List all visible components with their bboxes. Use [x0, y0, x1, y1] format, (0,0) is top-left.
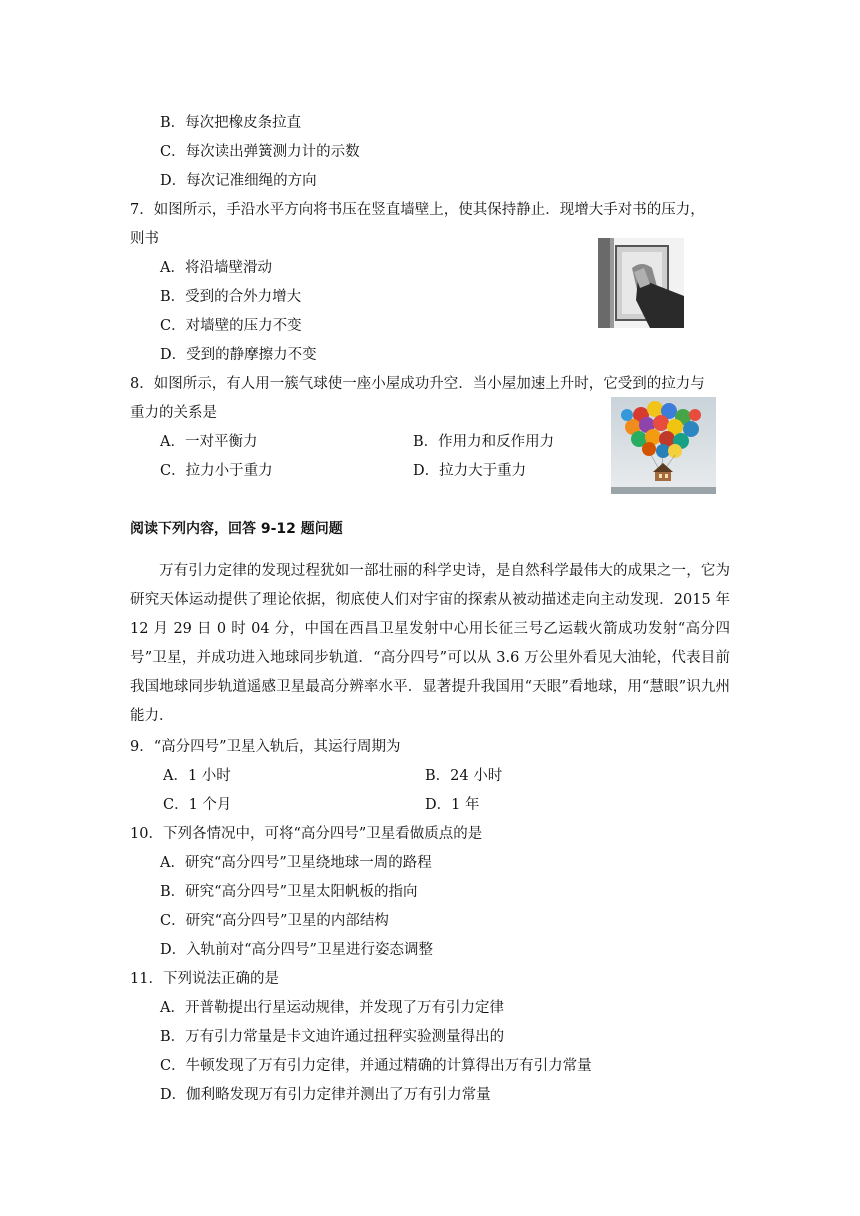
q11-option-b: B．万有引力常量是卡文迪许通过扭秤实验测量得出的 — [160, 1029, 505, 1045]
q11-option-a: A．开普勒提出行星运动规律，并发现了万有引力定律 — [160, 1000, 504, 1016]
q6-option-d: D．每次记准细绳的方向 — [160, 173, 317, 189]
q7-stem: 7．如图所示，手沿水平方向将书压在竖直墙壁上，使其保持静止．现增大手对书的压力， — [130, 202, 705, 218]
q8-option-d: D．拉力大于重力 — [413, 463, 527, 479]
q8-option-a: A．一对平衡力 — [160, 434, 258, 450]
q6-option-b: B．每次把橡皮条拉直 — [160, 115, 302, 131]
q10-stem: 10．下列各情况中，可将“高分四号”卫星看做质点的是 — [130, 826, 483, 842]
q8-stem: 8．如图所示，有人用一簇气球使一座小屋成功升空．当小屋加速上升时，它受到的拉力与 — [130, 376, 705, 392]
q10-option-a: A．研究“高分四号”卫星绕地球一周的路程 — [160, 855, 432, 871]
q7-option-c: C．对墙壁的压力不变 — [160, 318, 302, 334]
q10-option-d: D．入轨前对“高分四号”卫星进行姿态调整 — [160, 942, 433, 958]
reading-section-heading: 阅读下列内容，回答 9-12 题问题 — [130, 521, 343, 537]
hand-book-wall-figure — [598, 238, 684, 328]
q9-option-a: A．1 小时 — [163, 768, 231, 784]
q7-option-d: D．受到的静摩擦力不变 — [160, 347, 317, 363]
q9-option-d: D．1 年 — [425, 797, 480, 813]
q10-option-b: B．研究“高分四号”卫星太阳帆板的指向 — [160, 884, 418, 900]
reading-passage: 万有引力定律的发现过程犹如一部壮丽的科学史诗，是自然科学最伟大的成果之一，它为研究天体运动提供了理论依据，彻底使人们对宇宙的探索从被动描述走向主动发现．2015 年 12 月 29 日 0 时 04 分，中国在西昌卫星发射中心用长征三号乙运载火箭成功发射“高分四号”卫星，并成功进入地球同步轨道．“高分四号”可以从 3.6 万公里外看见大油轮，代表目前我国地球同步轨道遥感卫星最高分辨率水平．显著提升我国用“天眼”看地球，用“慧眼”识九州能力． — [130, 563, 730, 724]
q8-stem-cont: 重力的关系是 — [130, 405, 217, 421]
q11-option-d: D．伽利略发现万有引力定律并测出了万有引力常量 — [160, 1087, 491, 1103]
q7-stem-cont: 则书 — [130, 231, 159, 247]
q9-option-c: C．1 个月 — [163, 797, 232, 813]
q11-option-c: C．牛顿发现了万有引力定律，并通过精确的计算得出万有引力常量 — [160, 1058, 592, 1074]
q8-option-c: C．拉力小于重力 — [160, 463, 273, 479]
q6-option-c: C．每次读出弹簧测力计的示数 — [160, 144, 360, 160]
q8-option-b: B．作用力和反作用力 — [413, 434, 555, 450]
q9-stem: 9．“高分四号”卫星入轨后，其运行周期为 — [130, 739, 401, 755]
q11-stem: 11．下列说法正确的是 — [130, 971, 279, 987]
balloon-house-figure — [611, 397, 716, 494]
q10-option-c: C．研究“高分四号”卫星的内部结构 — [160, 913, 389, 929]
q9-option-b: B．24 小时 — [425, 768, 503, 784]
q7-option-b: B．受到的合外力增大 — [160, 289, 302, 305]
q7-option-a: A．将沿墙壁滑动 — [160, 260, 272, 276]
